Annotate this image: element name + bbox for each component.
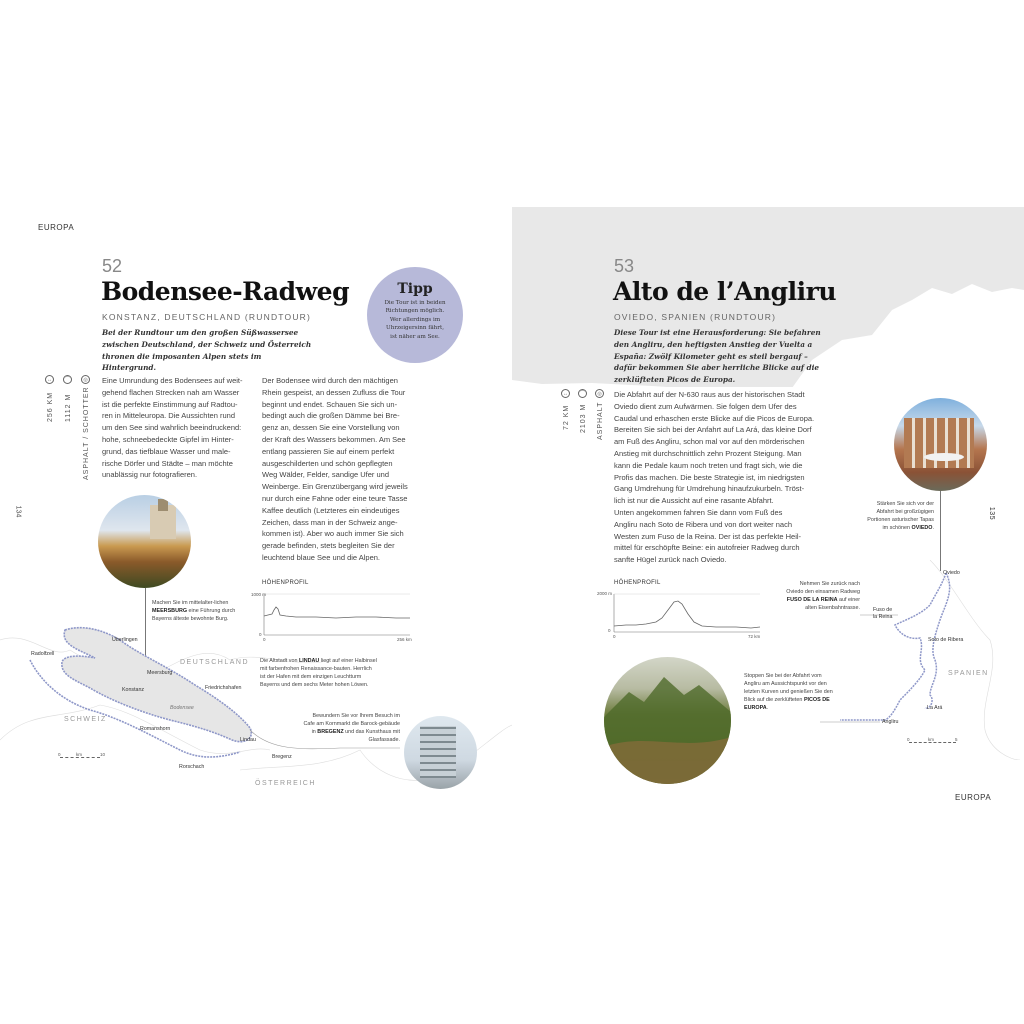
stat-distance: 72 KM <box>563 404 570 430</box>
country-label: ÖSTERREICH <box>255 780 316 787</box>
map-label: Romanshorn <box>140 726 171 732</box>
stat-distance: 256 KM <box>47 391 54 422</box>
caption-oviedo: Stärken Sie sich vor der Abfahrt bei großzügigen Portionen asturischer Tapas im schönen OVIEDO. <box>867 501 934 531</box>
caption-bregenz: Bewundern Sie vor Ihrem Besuch im Cafe am Kornmarkt die Barock-gebäude in BREGENZ und das Kunsthaus mit Glasfassade. <box>303 713 400 743</box>
tour-number: 53 <box>614 256 635 276</box>
umbrella-shape <box>924 453 964 461</box>
map-label: Bodensee <box>170 705 194 711</box>
profile-x-end: 72 km <box>748 634 761 639</box>
body-column-1: Eine Umrundung des Bodensees auf weit- gehend flachen Strecken nah am Wasser ist die perfekte Einstimmung auf Radtou- ren in Mitteleuropa. Die Aussichten rund um den See sind wahrlich beeindruckend: hohe, schneebedeckte Gipfel im Hinter- grund, das tiefblaue Wasser und male- rische Dörfer und Städte – man möchte unablässig nur fotografieren. <box>102 376 243 480</box>
scale-start: 0 <box>58 752 61 757</box>
tour-subtitle: OVIEDO, SPANIEN (RUNDTOUR) <box>614 312 777 322</box>
tip-title: Tipp <box>397 281 433 297</box>
map-label: Meersburg <box>147 670 173 676</box>
map-label: Konstanz <box>122 687 145 693</box>
stat-surface: ASPHALT / SCHOTTER <box>83 386 90 480</box>
tour-title: Alto de l’Angliru <box>613 277 837 306</box>
section-label: EUROPA <box>38 223 75 232</box>
scale-end: 10 <box>100 752 106 757</box>
map-label: La Ará <box>927 705 943 711</box>
country-label: SPANIEN <box>948 670 989 677</box>
caption-fuso: Nehmen Sie zurück nach Oviedo den einsamen Radweg FUSO DE LA REINA auf einer alten Eisenbahntrasse. <box>786 581 860 611</box>
section-label: EUROPA <box>955 793 992 802</box>
caption-meersburg: Machen Sie im mittelalter-lichen MEERSBURG eine Führung durch Bayerns älteste bewohnte Burg. <box>152 600 236 622</box>
stat-elevation: 1112 M <box>65 393 72 422</box>
scale-unit: km <box>76 752 82 757</box>
map-label: Angliru <box>882 719 899 725</box>
profile-title: HÖHENPROFIL <box>614 580 661 586</box>
distance-icon: ↔ <box>563 391 568 397</box>
kunsthaus-photo <box>404 716 477 789</box>
stat-surface: ASPHALT <box>597 401 604 440</box>
map-label: Friedrichshafen <box>205 685 242 691</box>
map-label: Soto de Ribera <box>928 637 964 643</box>
elevation-icon: ⌒ <box>579 391 585 397</box>
border-line <box>930 560 1020 760</box>
map-label: Radolfzell <box>31 651 55 657</box>
map-label: Fuso de la Reina <box>873 607 893 620</box>
scale-bar <box>909 742 956 744</box>
picos-photo <box>604 657 731 784</box>
tour-number: 52 <box>102 256 123 276</box>
map-label: Bregenz <box>272 754 292 760</box>
tip-text: Die Tour ist in beiden Richtungen möglich. Wer allerdings im Uhrzeigersinn fährt, ist näher am See. <box>384 300 446 340</box>
elevation-icon: ⌒ <box>64 377 70 383</box>
profile-y-top: 1000 m <box>251 592 267 597</box>
map-label: Oviedo <box>943 570 960 576</box>
caption-picos: Stoppen Sie bei der Abfahrt vom Angliru am Aussichtspunkt vor den letzten Kurven und genießen Sie den Blick auf die zerklüfteten PICOS DE EUROPA. <box>744 673 833 711</box>
tour-lead: Diese Tour ist eine Herausforderung: Sie befahren den Angliru, den heftigsten Anstieg der Vuelta a España: Zwölf Kilometer geht es steil bergauf – dafür bekommen Sie aber herrliche Blicke auf die zerklüfteten Picos de Europa. <box>614 328 821 385</box>
profile-y-zero: 0 <box>608 628 611 633</box>
map-label: Lindau <box>240 737 256 743</box>
map-label: Überlingen <box>112 637 138 643</box>
profile-x-end: 256 km <box>397 637 412 642</box>
meersburg-photo <box>98 495 191 588</box>
body-column-2: Der Bodensee wird durch den mächtigen Rhein gespeist, an dessen Zufluss die Tour beginnt und endet. Schauen Sie sich un- bedingt auch die großen Dämme bei Bre- genz an, dessen Sie eine Vorstellung von der Kraft des Wassers bekommen. Am See entlang passieren Sie auf einem perfekt ausgeschilderten und schön gepflegten Weg Wälder, Felder, sandige Ufer und Weinberge. Ein Grenzübergang wird jeweils nur durch eine Fahne oder eine teure Tasse Kaffee deutlich (Letzteres ein eindeutiges Zeichen, dass man in der Schweiz ange- kommen ist). Aber wo auch immer Sie sich gerade befinden, stets begleiten Sie der leuchtend blaue See und die Alpen. <box>262 376 408 562</box>
oviedo-photo <box>894 398 987 491</box>
building-shape <box>420 726 456 778</box>
profile-y-top: 2000 m <box>597 591 613 596</box>
surface-icon: ◎ <box>595 389 604 398</box>
body-text: Die Abfahrt auf der N-630 raus aus der historischen Stadt Oviedo dient zum Aufwärmen. Sie folgen dem Ufer des Caudal und erhaschen erste Blicke auf die Picos de Europa. Bereiten Sie sich bei der Anfahrt auf La Ará, das kleine Dorf am Fuß des Angliru, schon mal vor auf den mörderischen Anstieg mit durchschnittlich zehn Prozent Steigung. Man kann die Pedale kaum noch treten und fragt sich, wie die Profis das machen. Die beste Strategie ist, im niedrigsten Gang Umdrehung für Umdrehung hinaufzukurbeln. Tröst- lich ist nur die Aussicht auf eine rasante Abfahrt. Unten angekommen fahren Sie dann vom Fuß des Angliru nach Soto de Ribera und von dort weiter nach Westen zum Fuso de la Reina. Der ist das perfekte Heil- mittel für erschöpfte Beine: ein autofreier Radweg durch sanfte Hügel zurück nach Oviedo. <box>614 390 815 565</box>
profile-title: HÖHENPROFIL <box>262 580 309 586</box>
profile-x-start: 0 <box>263 637 266 642</box>
angliru-map <box>730 560 1020 760</box>
surface-icon: ◎ <box>81 375 90 384</box>
page-number: 134 <box>14 505 22 518</box>
page-number: 135 <box>988 506 996 521</box>
scale-bar <box>60 757 100 759</box>
castle-tower-shape <box>158 499 168 511</box>
tip-circle <box>367 267 463 363</box>
scale-end: 5 <box>955 737 958 742</box>
profile-y-zero: 0 <box>259 632 262 637</box>
profile-x-start: 0 <box>613 634 616 639</box>
country-label: SCHWEIZ <box>64 716 107 723</box>
caption-lindau: Die Altstadt von LINDAU liegt auf einer Halbinsel mit farbenfrohen Renaissance-bauten. Herrlich ist der Hafen mit dem einzigen Leuchtturm Bayerns und dem sechs Meter hohen Löwen. <box>260 658 377 688</box>
stat-elevation: 2103 M <box>580 403 587 433</box>
scale-unit: km <box>928 737 934 742</box>
tour-title: Bodensee-Radweg <box>101 277 350 306</box>
mountains-shape <box>604 657 731 784</box>
country-label: DEUTSCHLAND <box>180 659 250 666</box>
tour-lead: Bei der Rundtour um den großen Süßwassersee zwischen Deutschland, der Schweiz und Österreich thronen die imposanten Alpen stets im Hintergrund. <box>102 328 312 373</box>
distance-icon: ↔ <box>47 377 52 383</box>
scale-start: 0 <box>907 737 910 742</box>
route-line <box>840 573 946 720</box>
connector-line <box>940 491 941 571</box>
tour-subtitle: KONSTANZ, DEUTSCHLAND (RUNDTOUR) <box>102 312 312 322</box>
map-label: Rorschach <box>179 764 205 770</box>
